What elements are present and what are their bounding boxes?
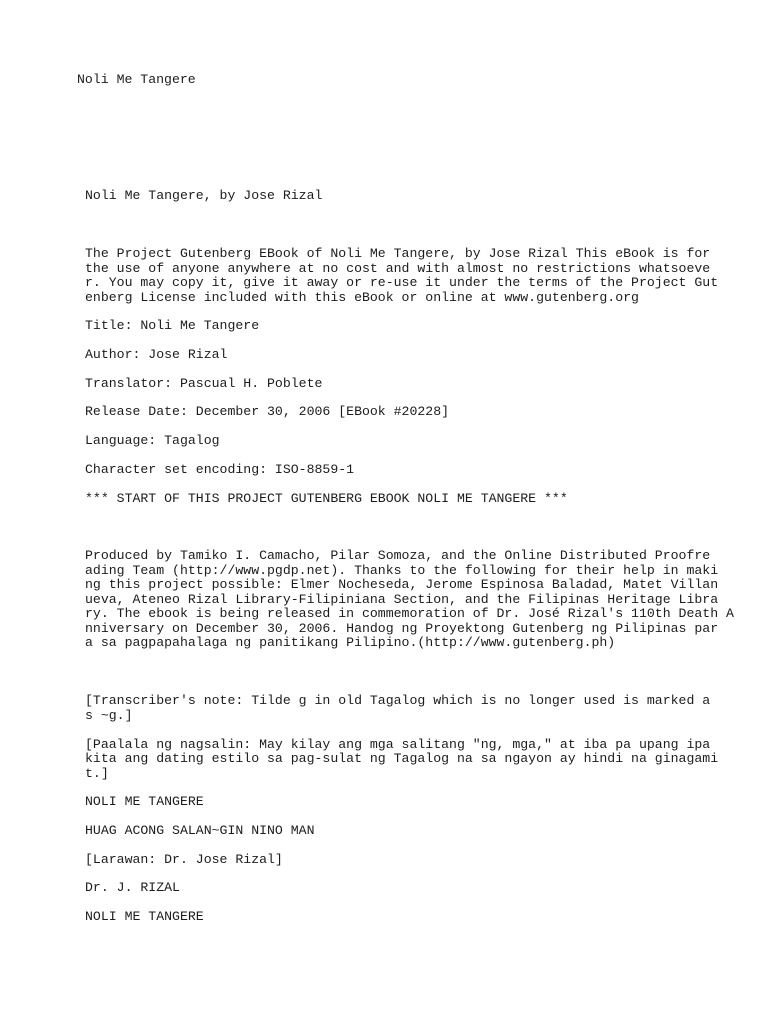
credits-line: nniversary on December 30, 2006. Handog ng Proyektong Gutenberg ng Pilipinas par (85, 621, 719, 636)
transcriber-note-line: s ~g.] (85, 708, 133, 723)
transcriber-note-line: [Transcriber's note: Tilde g in old Tagalog which is no longer used is marked a (85, 693, 711, 708)
metadata-encoding: Character set encoding: ISO-8859-1 (85, 462, 355, 477)
metadata-author: Author: Jose Rizal (85, 347, 228, 362)
intro-line: enberg License included with this eBook or online at www.gutenberg.org (85, 290, 639, 305)
credits-line: ueva, Ateneo Rizal Library-Filipiniana Section, and the Filipinas Heritage Libra (85, 592, 719, 607)
metadata-translator: Translator: Pascual H. Poblete (85, 376, 323, 391)
credits-line: a sa pagpapahalaga ng panitikang Pilipino.(http://www.gutenberg.ph) (85, 635, 616, 650)
intro-line: the use of anyone anywhere at no cost and with almost no restrictions whatsoeve (85, 261, 711, 276)
translator-note-line: kita ang dating estilo sa pag-sulat ng Tagalog na sa ngayon ay hindi na ginagami (85, 751, 719, 766)
metadata-language: Language: Tagalog (85, 433, 220, 448)
closing-title-repeat: NOLI ME TANGERE (85, 909, 204, 924)
translator-note-line: t.] (85, 766, 109, 781)
document-heading: Noli Me Tangere, by Jose Rizal (85, 188, 323, 203)
metadata-title: Title: Noli Me Tangere (85, 318, 260, 333)
credits-line: Produced by Tamiko I. Camacho, Pilar Somoza, and the Online Distributed Proofre (85, 548, 711, 563)
document-title: Noli Me Tangere (77, 72, 196, 87)
closing-epigraph: HUAG ACONG SALAN~GIN NINO MAN (85, 823, 315, 838)
start-marker: *** START OF THIS PROJECT GUTENBERG EBOOK NOLI ME TANGERE *** (85, 491, 568, 506)
intro-line: r. You may copy it, give it away or re-use it under the terms of the Project Gut (85, 275, 719, 290)
image-caption: [Larawan: Dr. Jose Rizal] (85, 852, 283, 867)
credits-line: ng this project possible: Elmer Nocheseda, Jerome Espinosa Baladad, Matet Villan (85, 577, 719, 592)
translator-note-line: [Paalala ng nagsalin: May kilay ang mga salitang "ng, mga," at iba pa upang ipa (85, 737, 711, 752)
closing-title: NOLI ME TANGERE (85, 794, 204, 809)
metadata-release-date: Release Date: December 30, 2006 [EBook #20228] (85, 404, 450, 419)
credits-line: ry. The ebook is being released in commemoration of Dr. José Rizal's 110th Death A (85, 606, 734, 621)
intro-line: The Project Gutenberg EBook of Noli Me Tangere, by Jose Rizal This eBook is for (85, 246, 711, 261)
author-name: Dr. J. RIZAL (85, 880, 180, 895)
credits-line: ading Team (http://www.pgdp.net). Thanks to the following for their help in maki (85, 563, 719, 578)
